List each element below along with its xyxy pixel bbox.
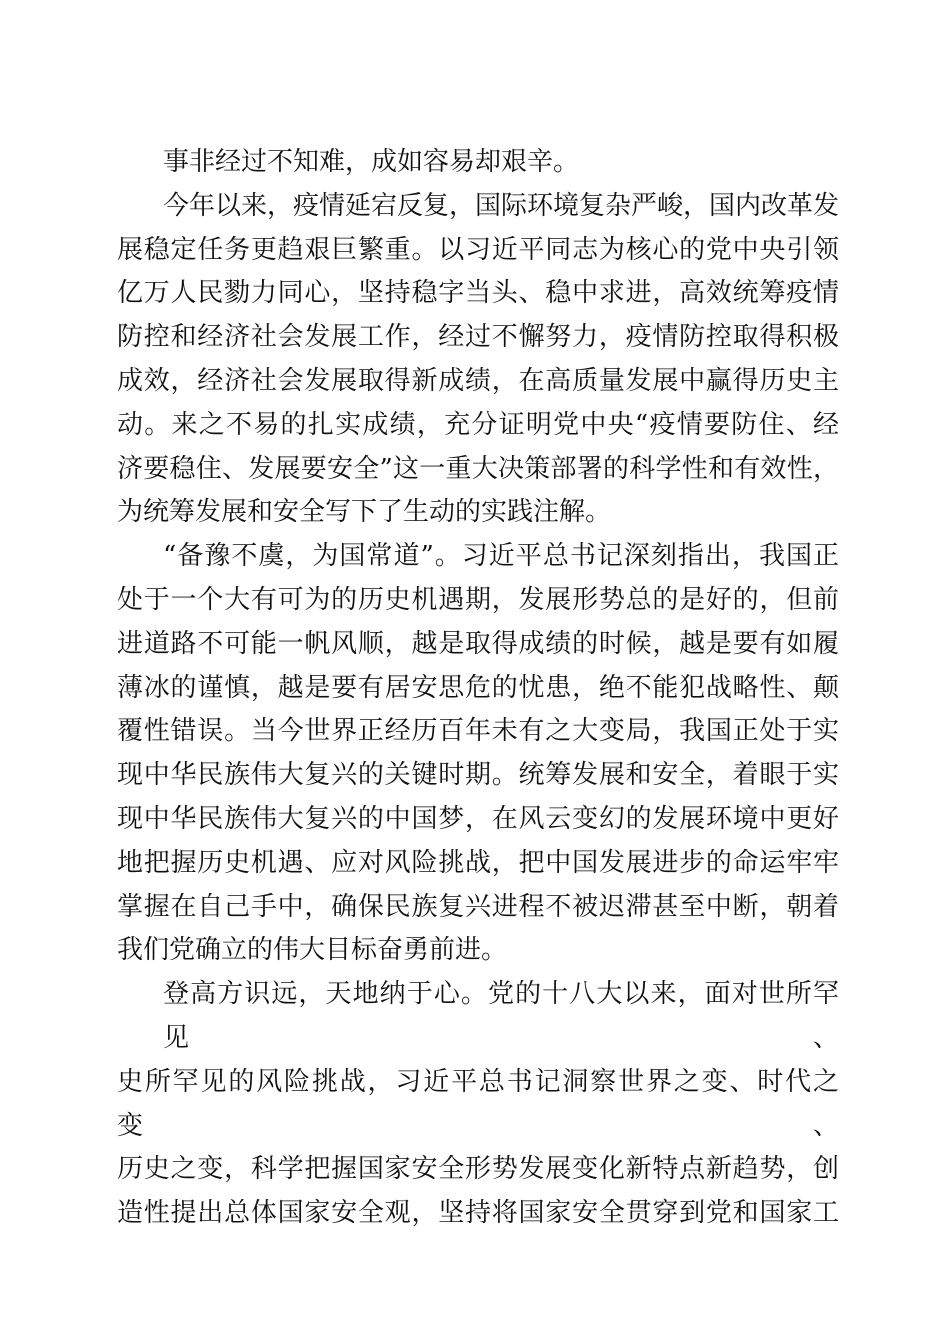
document-page bbox=[117, 141, 839, 1236]
text-line: 登高方识远，天地纳于心。党的十八大以来，面对世所罕见、 bbox=[163, 979, 839, 1053]
text-line: 进道路不可能一帆风顺，越是取得成绩的时候，越是要有如履 bbox=[117, 628, 839, 659]
text-line: 济要稳住、发展要安全”这一重大决策部署的科学性和有效性， bbox=[117, 453, 839, 484]
text-line: 展稳定任务更趋艰巨繁重。以习近平同志为核心的党中央引领 bbox=[117, 234, 839, 265]
text-line: 覆性错误。当今世界正经历百年未有之大变局，我国正处于实 bbox=[117, 716, 839, 747]
text-line: 现中华民族伟大复兴的中国梦，在风云变幻的发展环境中更好 bbox=[117, 803, 839, 834]
paragraph bbox=[117, 141, 839, 185]
text-line: 成效，经济社会发展取得新成绩，在高质量发展中赢得历史主 bbox=[117, 365, 839, 396]
text-line: 亿万人民勠力同心，坚持稳字当头、稳中求进，高效统筹疫情 bbox=[117, 278, 839, 309]
paragraph bbox=[117, 185, 839, 535]
text-line: 史所罕见的风险挑战，习近平总书记洞察世界之变、时代之变、 bbox=[117, 1066, 839, 1141]
text-line: 我们党确立的伟大目标奋勇前进。 bbox=[117, 935, 508, 966]
paragraph bbox=[117, 973, 839, 1236]
text-line: “备豫不虞，为国常道”。习近平总书记深刻指出，我国正 bbox=[163, 541, 839, 572]
text-line: 事非经过不知难，成如容易却艰辛。 bbox=[163, 147, 580, 177]
text-line: 历史之变，科学把握国家安全形势发展变化新特点新趋势，创 bbox=[117, 1154, 839, 1185]
paragraph bbox=[117, 535, 839, 973]
text-line: 掌握在自己手中，确保民族复兴进程不被迟滞甚至中断，朝着 bbox=[117, 891, 839, 922]
text-line: 处于一个大有可为的历史机遇期，发展形势总的是好的，但前 bbox=[117, 584, 839, 615]
text-line: 为统筹发展和安全写下了生动的实践注解。 bbox=[117, 497, 612, 528]
text-line: 地把握历史机遇、应对风险挑战，把中国发展进步的命运牢牢 bbox=[117, 847, 839, 878]
text-line: 今年以来，疫情延宕反复，国际环境复杂严峻，国内改革发 bbox=[163, 190, 840, 221]
text-line: 薄冰的谨慎，越是要有居安思危的忧患，绝不能犯战略性、颠 bbox=[117, 672, 839, 703]
text-line: 造性提出总体国家安全观，坚持将国家安全贯穿到党和国家工 bbox=[117, 1198, 839, 1229]
text-line: 防控和经济社会发展工作，经过不懈努力，疫情防控取得积极 bbox=[117, 322, 839, 353]
text-line: 现中华民族伟大复兴的关键时期。统筹发展和安全，着眼于实 bbox=[117, 760, 839, 791]
text-line: 动。来之不易的扎实成绩，充分证明党中央“疫情要防住、经 bbox=[117, 409, 839, 440]
